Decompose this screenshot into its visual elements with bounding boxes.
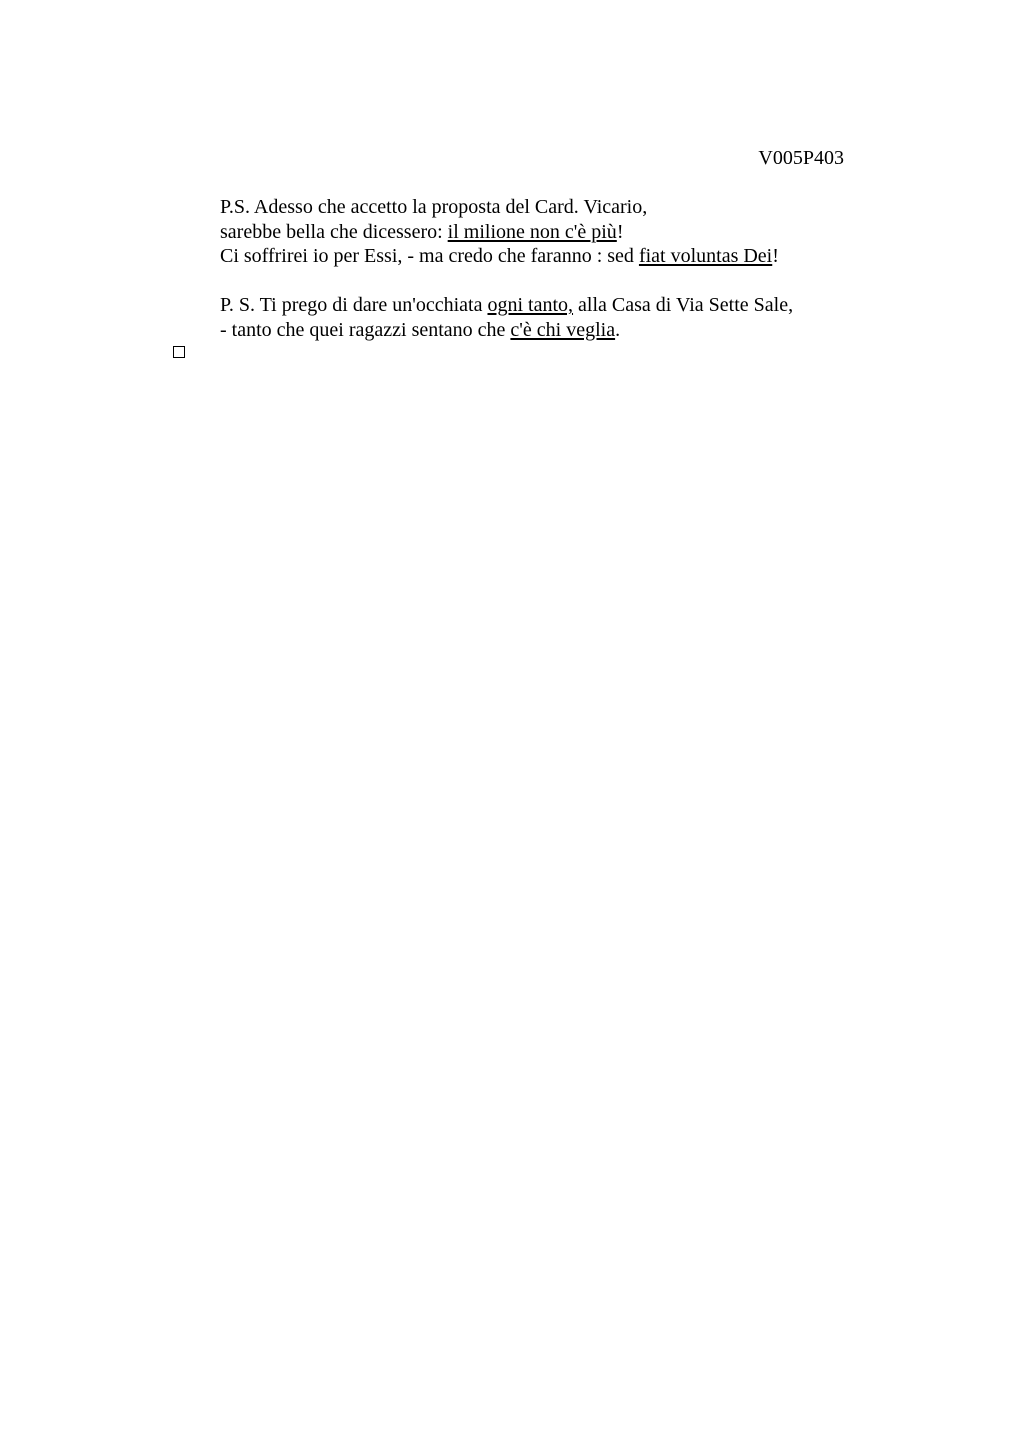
line-text: . — [615, 318, 621, 341]
line-text: P.S. Adesso che accetto la proposta del Card. Vicario, — [220, 196, 648, 218]
underlined-phrase: fiat voluntas Dei — [638, 245, 773, 267]
underlined-phrase: ogni tanto, — [487, 294, 574, 316]
checkbox-square-icon — [173, 346, 185, 358]
text-line — [220, 293, 860, 318]
page-code: V005P403 — [758, 147, 844, 169]
underlined-phrase: c'è chi veglia — [510, 318, 616, 341]
text-line — [220, 195, 860, 220]
line-text: Ci soffrirei io per Essi, - ma credo che faranno : sed — [220, 245, 639, 267]
text-line — [220, 318, 860, 343]
line-text: P. S. Ti prego di dare un'occhiata — [220, 294, 488, 316]
line-text: ! — [772, 245, 779, 267]
postscript-2 — [220, 293, 860, 342]
postscript-1 — [220, 195, 860, 269]
line-text: ! — [616, 220, 624, 243]
line-text: alla Casa di Via Sette Sale, — [573, 294, 794, 316]
line-text: - tanto che quei ragazzi sentano che — [220, 318, 511, 341]
text-line — [220, 244, 860, 269]
underlined-phrase: il milione non c'è più — [447, 220, 617, 243]
text-line — [220, 220, 860, 245]
line-text: sarebbe bella che dicessero: — [220, 220, 448, 243]
